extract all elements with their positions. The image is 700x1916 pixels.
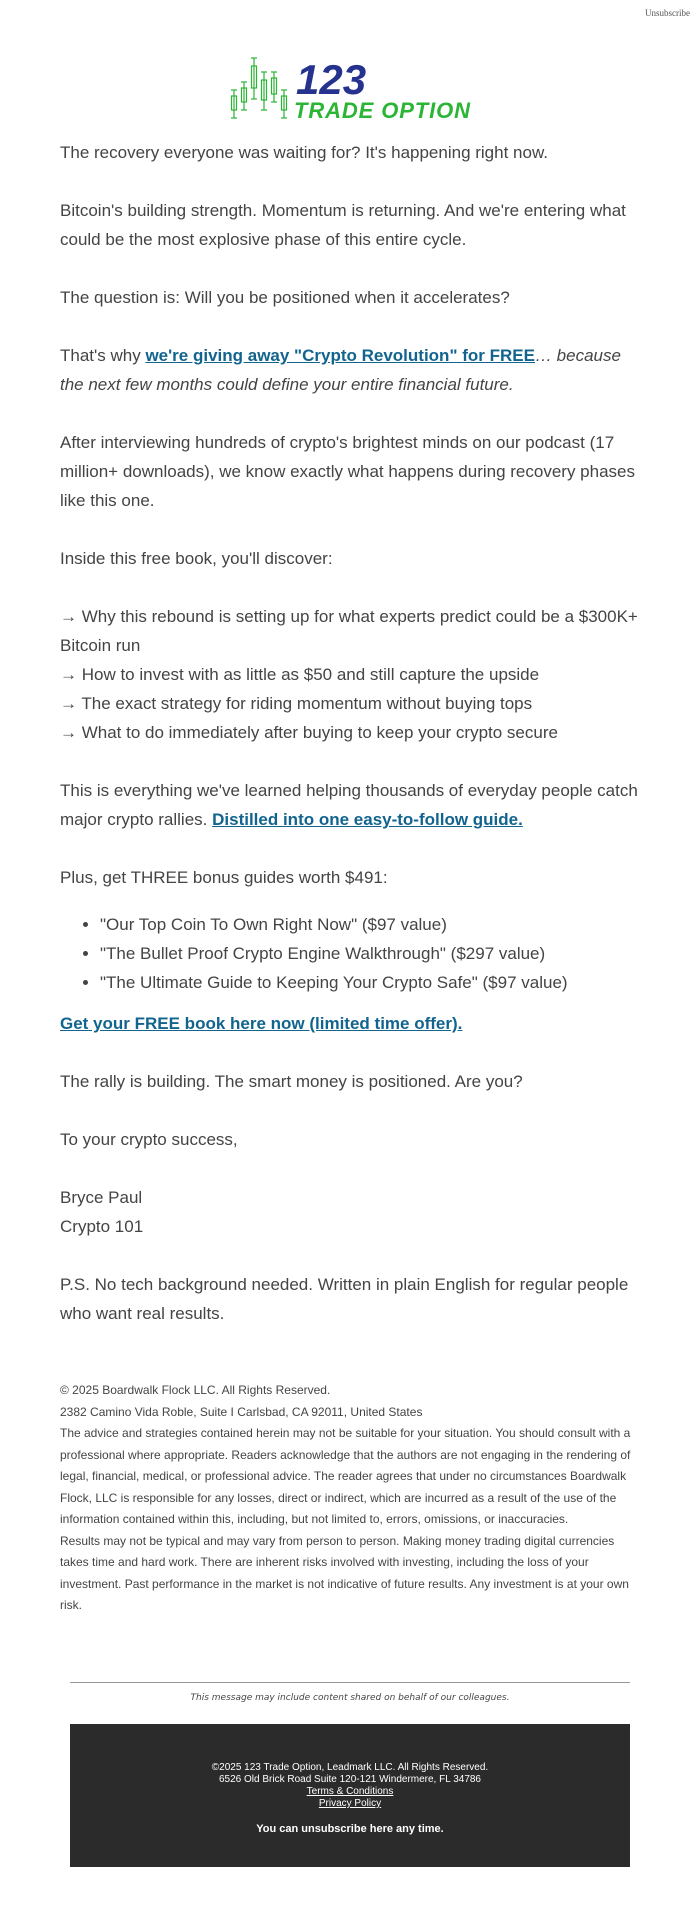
- paragraph: The rally is building. The smart money is positioned. Are you?: [60, 1072, 523, 1091]
- text: … because the next few months could define your entire financial future.: [60, 346, 621, 394]
- bonus-list: [60, 910, 645, 997]
- signature-org: Crypto 101: [60, 1217, 144, 1236]
- candlestick-icon: [231, 58, 287, 118]
- paragraph: Plus, get THREE bonus guides worth $491:: [60, 868, 388, 887]
- paragraph: [60, 341, 645, 399]
- paragraph: After interviewing hundreds of crypto's brightest minds on our podcast (17 million+ downloads), we know exactly what happens during recovery phases like this one.: [60, 433, 636, 510]
- signature-name: Bryce Paul: [60, 1188, 143, 1207]
- free-book-link[interactable]: we're giving away "Crypto Revolution" for FREE: [145, 346, 535, 365]
- disclaimer: Results may not be typical and may vary from person to person. Making money trading digital currencies takes time and hard work. There are inherent risks involved with investing, including the loss of your investment. Past performance in the market is not indicative of future results. Any investment is at your own risk.: [60, 1533, 629, 1612]
- email-body: [60, 138, 645, 1357]
- list-item: → What to do immediately after buying to keep your crypto secure: [60, 723, 558, 742]
- divider: [70, 1682, 630, 1683]
- unsubscribe-link[interactable]: Unsubscribe: [645, 8, 690, 18]
- logo-number: 123: [296, 56, 367, 103]
- shared-note: This message may include content shared on behalf of our colleagues.: [190, 1693, 510, 1703]
- logo-name: TRADE OPTION: [294, 98, 470, 123]
- paragraph: [60, 1009, 645, 1038]
- cta-link[interactable]: Get your FREE book here now (limited time offer).: [60, 1014, 463, 1033]
- guide-link[interactable]: Distilled into one easy-to-follow guide.: [212, 810, 523, 829]
- postscript: P.S. No tech background needed. Written in plain English for regular people who want real results.: [60, 1275, 629, 1323]
- disclaimer: The advice and strategies contained herein may not be suitable for your situation. You should consult with a professional where appropriate. Readers acknowledge that the authors are not engaging in the rendering of legal, financial, medical, or professional advice. The reader agrees that under no circumstances Boardwalk Flock, LLC is responsible for any losses, direct or indirect, which are incurred as a result of the use of the information contained within this, including, but not limited to, errors, omissions, or inaccuracies.: [60, 1426, 631, 1526]
- footer-address: 6526 Old Brick Road Suite 120-121 Windermere, FL 34786: [219, 1774, 481, 1785]
- list-item: • "The Bullet Proof Crypto Engine Walkthrough" ($297 value): [100, 939, 645, 968]
- footer-box: [70, 1724, 630, 1867]
- paragraph: Inside this free book, you'll discover:: [60, 549, 333, 568]
- logo-123-trade-option: [228, 52, 478, 124]
- privacy-link[interactable]: Privacy Policy: [318, 1798, 382, 1809]
- copyright: © 2025 Boardwalk Flock LLC. All Rights Reserved.: [60, 1383, 331, 1397]
- terms-link[interactable]: Terms & Conditions: [306, 1786, 394, 1797]
- text: This is everything we've learned helping thousands of everyday people catch major crypto rallies.: [60, 781, 638, 829]
- paragraph: [60, 776, 645, 834]
- paragraph: Bitcoin's building strength. Momentum is returning. And we're entering what could be the most explosive phase of this entire cycle.: [60, 201, 626, 249]
- paragraph: The question is: Will you be positioned when it accelerates?: [60, 288, 510, 307]
- footer-unsubscribe-link[interactable]: You can unsubscribe here any time.: [256, 1823, 444, 1835]
- list-item: • "Our Top Coin To Own Right Now" ($97 value): [100, 910, 645, 939]
- list-item: → The exact strategy for riding momentum without buying tops: [60, 694, 533, 713]
- list-item: → How to invest with as little as $50 and still capture the upside: [60, 665, 540, 684]
- discoveries-list: [60, 602, 645, 747]
- text: That's why: [60, 346, 146, 365]
- address: 2382 Camino Vida Roble, Suite I Carlsbad, CA 92011, United States: [60, 1404, 423, 1419]
- signoff: To your crypto success,: [60, 1130, 238, 1149]
- legal-footer: [60, 1380, 640, 1617]
- footer-copyright: ©2025 123 Trade Option, Leadmark LLC. All Rights Reserved.: [211, 1762, 489, 1773]
- list-item: → Why this rebound is setting up for what experts predict could be a $300K+ Bitcoin run: [60, 607, 638, 655]
- list-item: • "The Ultimate Guide to Keeping Your Crypto Safe" ($97 value): [100, 968, 645, 997]
- intro-paragraph: The recovery everyone was waiting for? It's happening right now.: [60, 143, 549, 162]
